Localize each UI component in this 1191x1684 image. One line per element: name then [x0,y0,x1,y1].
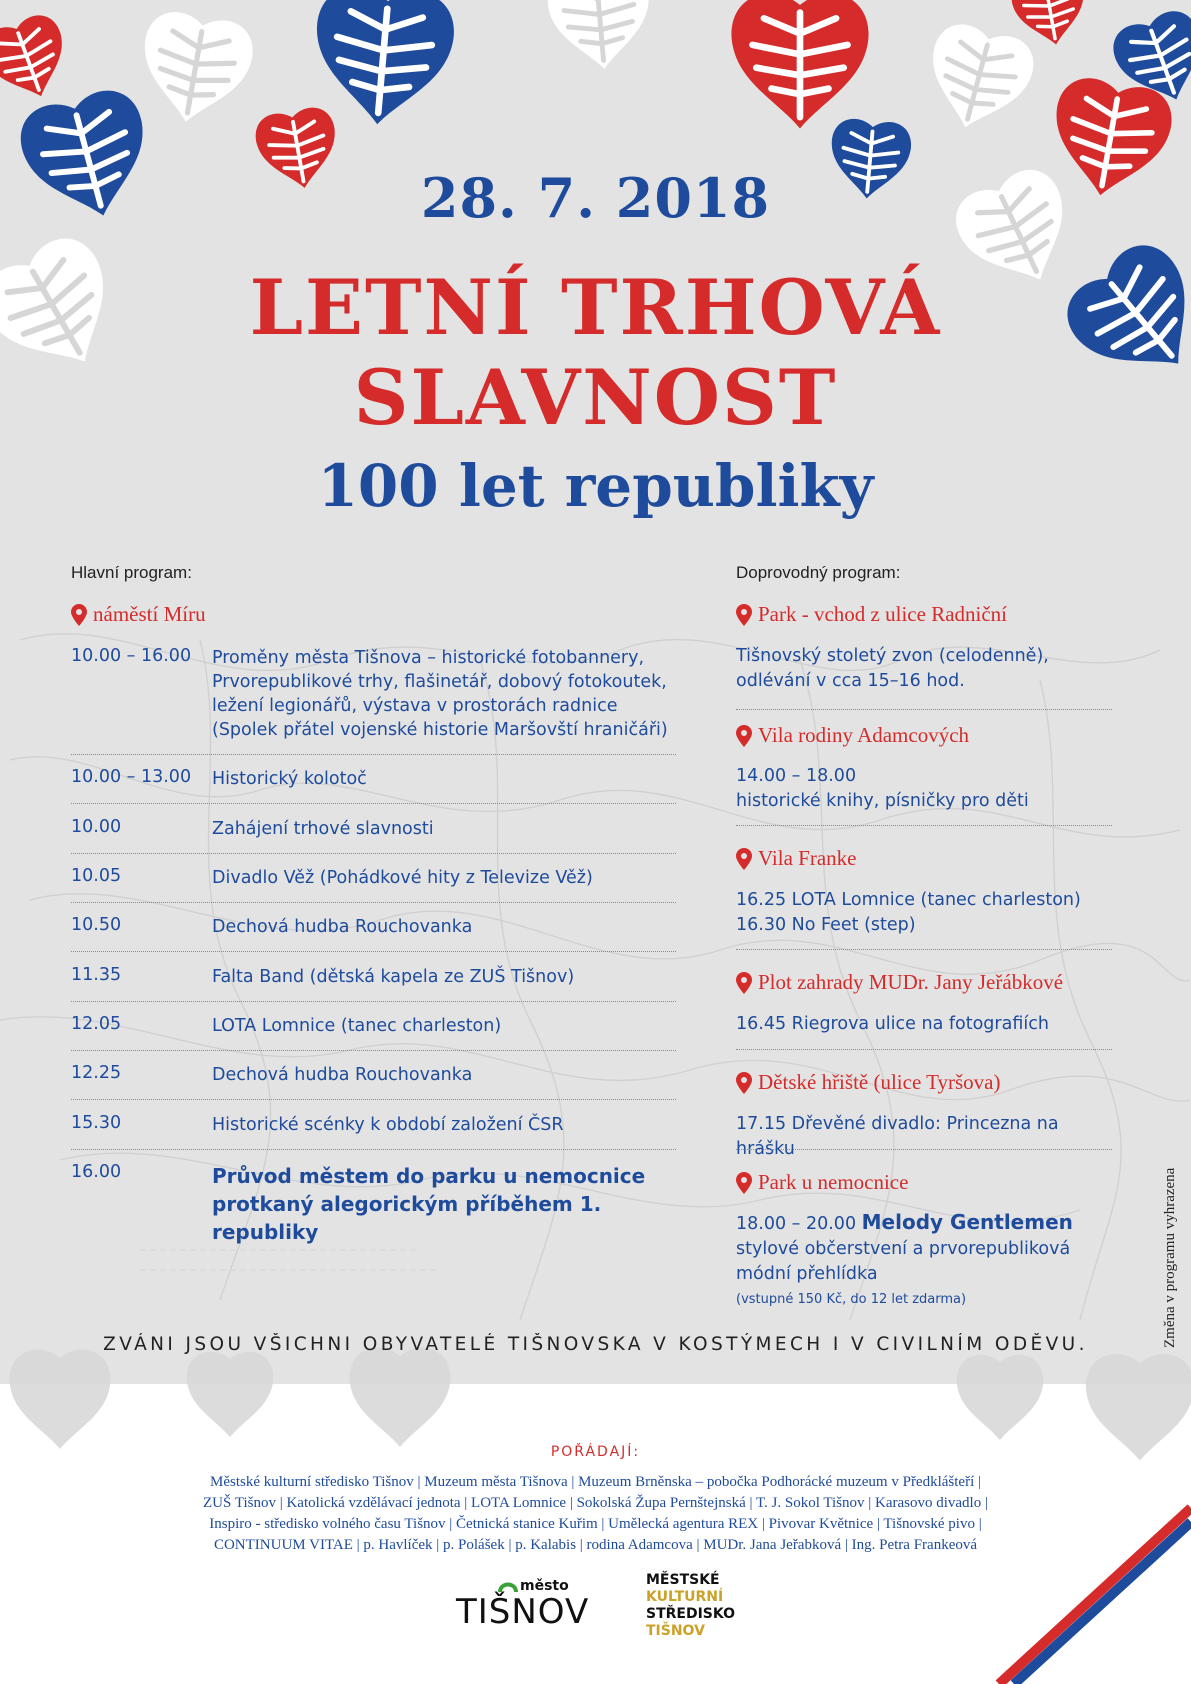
location-name: Dětské hřiště (ulice Tyršova) [758,1070,1001,1094]
program-desc: Zahájení trhové slavnosti [212,819,434,839]
divider [71,853,676,854]
location-pin-icon [736,848,752,870]
headliner-time: 18.00 – 20.00 [736,1214,857,1234]
event-title-line2: SLAVNOST [353,353,838,442]
program-desc: Proměny města Tišnova – historické fotobannery, Prvorepublikové trhy, flašinetář, dobový fotokoutek, ležení legionářů, výstava v prostorách radnice (Spolek přátel vojenské historie Maršovští hraničáři) [212,648,668,740]
side-location [736,723,969,748]
side-section-text [736,1210,1116,1312]
location-pin-icon [736,725,752,747]
side-section-text [736,1012,1116,1037]
side-location [736,970,1063,995]
mks-logo-line: STŘEDISKO [646,1606,736,1622]
event-date: 28. 7. 2018 [420,166,771,230]
divider [71,1149,676,1150]
program-time: 12.25 [71,1063,122,1083]
event-subtitle: 100 let republiky [317,452,874,520]
tisnov-logo-small: město [520,1578,569,1594]
program-change-note: Změna v programu vyhrazena [1162,1167,1178,1348]
headliner-name: Melody Gentlemen [861,1210,1073,1234]
program-time: 12.05 [71,1014,122,1034]
side-line: módní přehlídka [736,1264,878,1284]
divider [71,1050,676,1051]
divider [71,902,676,903]
location-pin-icon [71,604,87,626]
organizers-line: CONTINUUM VITAE | p. Havlíček | p. Polášek | p. Kalabis | rodina Adamcova | MUDr. Jana Jeřabková | Ing. Petra Frankeová [213,1537,978,1553]
headliner-line [736,1210,1116,1237]
side-line: historické knihy, písničky pro děti [736,791,1029,811]
mks-logo-line: TIŠNOV [646,1623,705,1639]
program-desc: Průvod městem do parku u nemocnice protkaný alegorickým příběhem 1. republiky [212,1164,646,1244]
side-line: 14.00 – 18.00 [736,766,857,786]
side-location [736,1070,1000,1095]
program-desc: Dechová hudba Rouchovanka [212,917,473,937]
program-time: 16.00 [71,1162,122,1182]
divider [71,1099,676,1100]
invitation-text: ZVÁNI JSOU VŠICHNI OBYVATELÉ TIŠNOVSKA V KOSTÝMECH I V CIVILNÍM ODĚVU. [103,1334,1088,1355]
divider [71,754,676,755]
location-pin-icon [736,1072,752,1094]
side-line: Tišnovský stoletý zvon (celodenně), [736,646,1049,666]
location-name: Park u nemocnice [758,1170,909,1194]
side-line: odlévání v cca 15–16 hod. [736,671,965,691]
location-name: Vila Franke [758,846,857,870]
side-program-label: Doprovodný program: [736,563,901,582]
program-desc: Divadlo Věž (Pohádkové hity z Televize Věž) [212,868,593,888]
divider [71,951,676,952]
side-section-text [736,888,1116,938]
tisnov-logo [456,1578,606,1634]
main-program-label: Hlavní program: [71,563,192,582]
side-line: 16.45 Riegrova ulice na fotografiích [736,1014,1049,1034]
program-time: 11.35 [71,965,122,985]
tisnov-logo-big: TIŠNOV [456,1592,590,1632]
divider [736,709,1112,710]
mks-logo-line: MĚSTSKÉ [646,1572,720,1588]
location-name: Vila rodiny Adamcových [758,723,970,747]
admission-note: (vstupné 150 Kč, do 12 let zdarma) [736,1292,967,1307]
side-location [736,846,856,871]
program-time: 10.00 – 13.00 [71,767,192,787]
divider [736,825,1112,826]
program-desc: Dechová hudba Rouchovanka [212,1065,473,1085]
main-program-location [71,602,206,627]
side-line: 16.25 LOTA Lomnice (tanec charleston) [736,890,1081,910]
event-title-line1: LETNÍ TRHOVÁ [249,263,942,352]
location-name: Park - vchod z ulice Radniční [758,602,1008,626]
program-time: 10.05 [71,866,122,886]
side-line: stylové občerstvení a prvorepubliková [736,1239,1071,1259]
side-section-text [736,644,1116,694]
divider [71,803,676,804]
program-desc: Historický kolotoč [212,769,367,789]
program-time: 10.00 [71,817,122,837]
mks-logo-line: KULTURNÍ [646,1589,724,1605]
side-section-text [736,764,1116,814]
program-desc: Falta Band (dětská kapela ze ZUŠ Tišnov) [212,967,575,987]
program-desc: LOTA Lomnice (tanec charleston) [212,1016,502,1036]
mks-logo [646,1572,735,1640]
divider [736,1049,1112,1050]
location-pin-icon [736,972,752,994]
program-desc: Historické scénky k období založení ČSR [212,1115,564,1135]
organizers-title: POŘÁDAJÍ: [550,1444,641,1460]
program-time: 15.30 [71,1113,122,1133]
location-name: náměstí Míru [93,602,206,626]
side-section-text [736,1112,1116,1162]
organizers-line: ZUŠ Tišnov | Katolická vzdělávací jednota | LOTA Lomnice | Sokolská Župa Pernštejnská | T. J. Sokol Tišnov | Karasovo divadlo | [203,1495,988,1511]
organizers-line: Inspiro - středisko volného času Tišnov | Četnická stanice Kuřim | Umělecká agentura REX | Pivovar Květnice | Tišnovské pivo | [209,1516,982,1532]
divider [71,1001,676,1002]
program-time: 10.50 [71,915,122,935]
side-line: 16.30 No Feet (step) [736,915,916,935]
divider [736,1149,1112,1150]
location-name: Plot zahrady MUDr. Jany Jeřábkové [758,970,1064,994]
location-pin-icon [736,1172,752,1194]
divider [736,949,1112,950]
side-line: 17.15 Dřevěné divadlo: Princezna na hrášku [736,1114,1059,1159]
program-time: 10.00 – 16.00 [71,646,192,666]
side-location [736,1170,908,1195]
side-location [736,602,1007,627]
organizers-line: Městské kulturní středisko Tišnov | Muzeum města Tišnova | Muzeum Brněnska – pobočka Podhorácké muzeum v Předklášteří | [209,1474,981,1490]
location-pin-icon [736,604,752,626]
